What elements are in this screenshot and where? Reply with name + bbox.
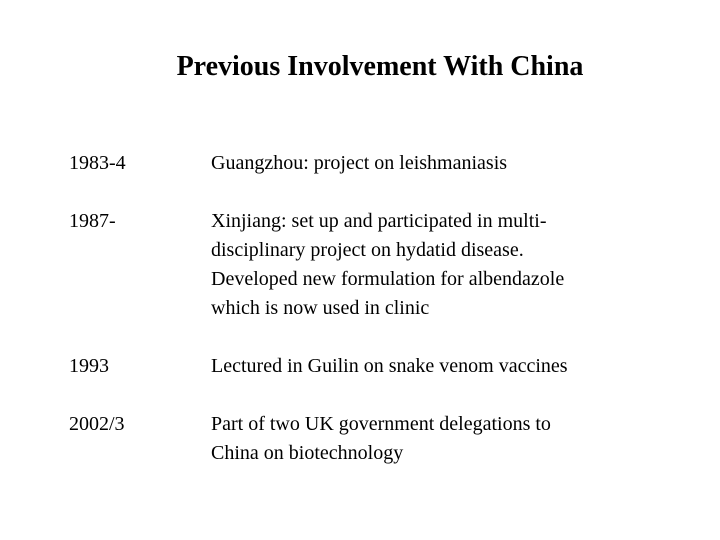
entry-description: [211, 352, 709, 381]
description-line: Xinjiang: set up and participated in multi-: [211, 210, 547, 232]
involvement-list: [69, 149, 709, 497]
description-line: disciplinary project on hydatid disease.: [211, 239, 524, 261]
involvement-entry: [69, 352, 709, 381]
description-line: Guangzhou: project on leishmaniasis: [211, 152, 508, 174]
entry-description: [211, 149, 709, 178]
entry-year: 1993: [69, 355, 109, 377]
description-line: which is now used in clinic: [211, 297, 430, 319]
entry-year: 2002/3: [69, 413, 125, 435]
description-line: Developed new formulation for albendazole: [211, 268, 565, 290]
entry-year: 1983-4: [69, 152, 126, 174]
involvement-entry: [69, 207, 709, 323]
description-line: Part of two UK government delegations to: [211, 413, 551, 435]
entry-description: [211, 410, 709, 468]
involvement-entry: [69, 410, 709, 468]
description-line: Lectured in Guilin on snake venom vaccines: [211, 355, 568, 377]
entry-year: 1987-: [69, 210, 116, 232]
description-line: China on biotechnology: [211, 442, 404, 464]
involvement-entry: [69, 149, 709, 178]
entry-description: [211, 207, 709, 323]
slide-title: Previous Involvement With China: [176, 51, 584, 82]
